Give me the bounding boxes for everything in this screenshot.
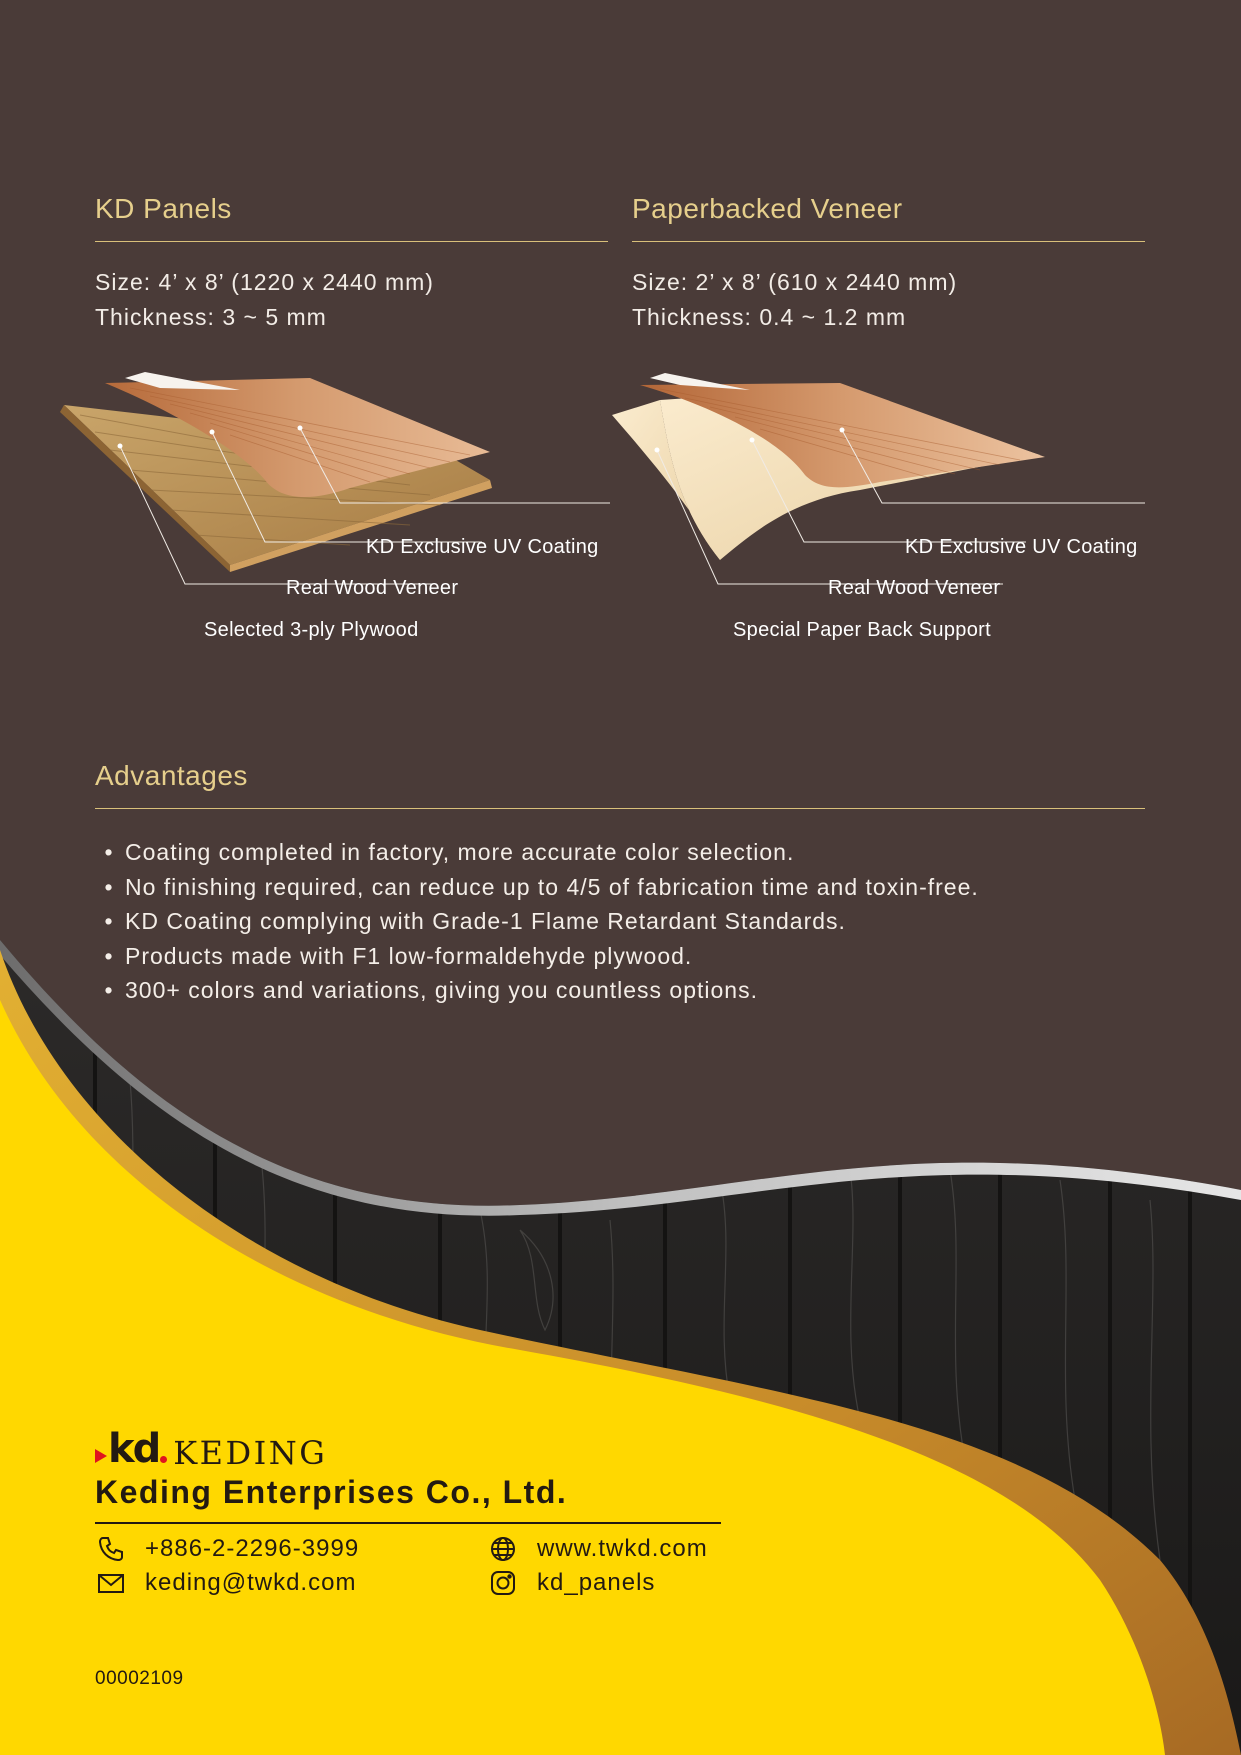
email-contact[interactable] xyxy=(97,1569,356,1597)
paperbacked-illustration xyxy=(600,360,1145,660)
globe-icon xyxy=(489,1535,517,1563)
thickness-spec: Thickness: 0.4 ~ 1.2 mm xyxy=(632,304,907,330)
advantages-title: Advantages xyxy=(95,760,248,791)
section-title: Paperbacked Veneer xyxy=(632,193,903,224)
title-divider xyxy=(632,241,1145,242)
size-spec: Size: 4’ x 8’ (1220 x 2440 mm) xyxy=(95,269,434,295)
advantage-item: • Products made with F1 low-formaldehyde plywood. xyxy=(97,939,979,974)
advantage-item: • Coating completed in factory, more accurate color selection. xyxy=(97,835,979,870)
advantage-item: • No finishing required, can reduce up to 4/5 of fabrication time and toxin-free. xyxy=(97,870,979,905)
website-contact[interactable] xyxy=(489,1535,708,1563)
title-divider xyxy=(95,241,608,242)
company-logo xyxy=(95,1425,328,1472)
logo-triangle-icon xyxy=(95,1449,107,1463)
company-name: Keding Enterprises Co., Ltd. xyxy=(95,1474,568,1510)
phone-icon xyxy=(97,1535,125,1563)
instagram-contact[interactable] xyxy=(489,1569,655,1597)
logo-dot xyxy=(160,1456,167,1463)
callout-paper-back: Special Paper Back Support xyxy=(733,619,991,641)
company-divider xyxy=(95,1522,721,1524)
callout-real-wood-veneer: Real Wood Veneer xyxy=(286,577,459,599)
advantages-list xyxy=(97,835,979,1008)
advantages-divider xyxy=(95,808,1145,809)
callout-uv-coating: KD Exclusive UV Coating xyxy=(905,536,1138,558)
website-url: www.twkd.com xyxy=(537,1535,708,1562)
mail-icon xyxy=(97,1569,125,1597)
callout-uv-coating: KD Exclusive UV Coating xyxy=(366,536,599,558)
advantage-item: • 300+ colors and variations, giving you countless options. xyxy=(97,973,979,1008)
phone-contact[interactable] xyxy=(97,1535,359,1563)
phone-number: +886-2-2296-3999 xyxy=(145,1535,360,1562)
instagram-handle: kd_panels xyxy=(537,1569,656,1596)
instagram-icon xyxy=(489,1569,517,1597)
logo-wordmark: KEDING xyxy=(173,1434,328,1472)
callout-real-wood-veneer: Real Wood Veneer xyxy=(828,577,1001,599)
document-code: 00002109 xyxy=(95,1668,184,1689)
advantage-item: • KD Coating complying with Grade-1 Flame Retardant Standards. xyxy=(97,904,979,939)
size-spec: Size: 2’ x 8’ (610 x 2440 mm) xyxy=(632,269,958,295)
section-title: KD Panels xyxy=(95,193,232,224)
email-address: keding@twkd.com xyxy=(145,1569,357,1596)
kd-panel-illustration xyxy=(50,360,610,660)
thickness-spec: Thickness: 3 ~ 5 mm xyxy=(95,304,327,330)
logo-mark: kd xyxy=(108,1426,160,1472)
callout-plywood: Selected 3-ply Plywood xyxy=(204,619,419,641)
